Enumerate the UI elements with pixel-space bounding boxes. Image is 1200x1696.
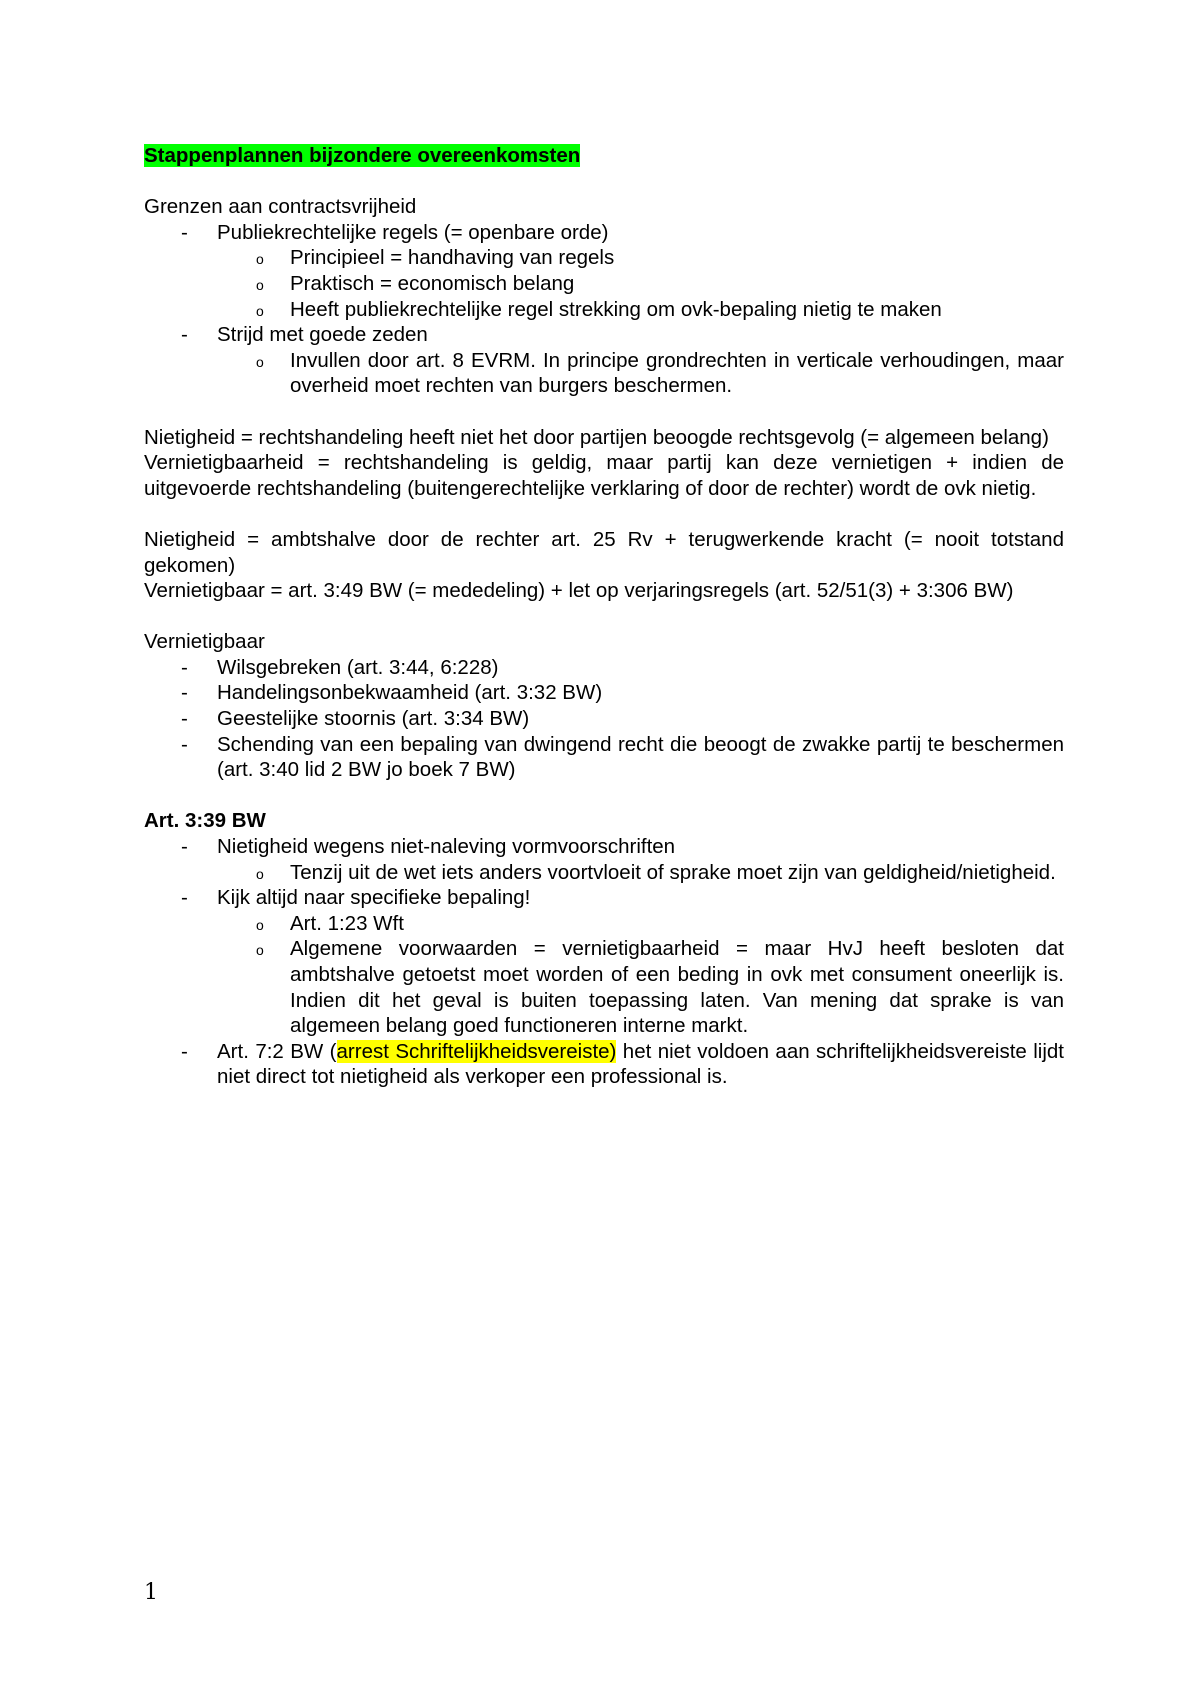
spacer [144, 399, 1064, 425]
dash-bullet: - [181, 655, 188, 679]
document-page [144, 143, 1064, 1090]
list-item [144, 885, 1064, 911]
list-item-text: Publiekrechtelijke regels (= openbare orde) [217, 220, 609, 244]
list-item [144, 1039, 1064, 1090]
paragraph: Nietigheid = ambtshalve door de rechter art. 25 Rv + terugwerkende kracht (= nooit totstand gekomen) [144, 527, 1064, 577]
dash-bullet: - [181, 886, 188, 910]
sub-list-item-text: Tenzij uit de wet iets anders voortvloeit of sprake moet zijn van geldigheid/nietigheid. [290, 860, 1056, 884]
sub-list-item-text: Principieel = handhaving van regels [290, 246, 615, 270]
list-item-text: Kijk altijd naar specifieke bepaling! [217, 886, 531, 910]
dash-bullet: - [181, 707, 188, 731]
list-item-text: Nietigheid wegens niet-naleving vormvoorschriften [217, 835, 676, 859]
list-item [144, 322, 1064, 348]
document-title: Stappenplannen bijzondere overeenkomsten [144, 144, 581, 167]
title-line [144, 143, 1064, 169]
list-item [144, 706, 1064, 732]
list-item-text-suffix: het niet voldoen aan schriftelijkheidsvereiste lijdt niet direct tot nietigheid als verkoper een professional is. [217, 1039, 1065, 1089]
sub-list-item [144, 348, 1064, 399]
sub-list-item [144, 245, 1064, 271]
section-heading: Grenzen aan contractsvrijheid [144, 195, 417, 219]
paragraph: Nietigheid = rechtshandeling heeft niet het door partijen beoogde rechtsgevolg (= algemeen belang) [144, 425, 1049, 449]
circle-bullet: o [256, 942, 264, 959]
sub-list-item [144, 860, 1064, 886]
sub-list-item-text: Art. 1:23 Wft [290, 911, 404, 935]
sub-list-item [144, 297, 1064, 323]
spacer [144, 501, 1064, 527]
dash-bullet: - [181, 732, 188, 756]
list-item-text: Wilsgebreken (art. 3:44, 6:228) [217, 655, 499, 679]
dash-bullet: - [181, 1039, 188, 1063]
spacer [144, 604, 1064, 630]
sub-list-item-text: Invullen door art. 8 EVRM. In principe grondrechten in verticale verhoudingen, maar overheid moet rechten van burgers beschermen. [290, 348, 1064, 398]
sub-list-item-text: Heeft publiekrechtelijke regel strekking om ovk-bepaling nietig te maken [290, 297, 942, 321]
section-heading: Art. 3:39 BW [144, 809, 266, 833]
dash-bullet: - [181, 681, 188, 705]
circle-bullet: o [256, 276, 264, 293]
circle-bullet: o [256, 353, 264, 370]
list-item [144, 732, 1064, 783]
circle-bullet: o [256, 302, 264, 319]
list-item [144, 680, 1064, 706]
circle-bullet: o [256, 916, 264, 933]
spacer [144, 169, 1064, 195]
dash-bullet: - [181, 835, 188, 859]
sub-list-item-text: Praktisch = economisch belang [290, 271, 575, 295]
list-item-text: Geestelijke stoornis (art. 3:34 BW) [217, 707, 530, 731]
paragraph: Vernietigbaarheid = rechtshandeling is geldig, maar partij kan deze vernietigen + indien de uitgevoerde rechtshandeling (buitengerechtelijke verklaring of door de rechter) wordt de ovk nietig. [144, 451, 1064, 500]
circle-bullet: o [256, 251, 264, 268]
list-item-text: Handelingsonbekwaamheid (art. 3:32 BW) [217, 681, 603, 705]
sub-list-item [144, 271, 1064, 297]
list-item [144, 834, 1064, 860]
list-item [144, 220, 1064, 246]
highlighted-text: arrest Schriftelijkheidsvereiste) [336, 1039, 617, 1063]
circle-bullet: o [256, 865, 264, 882]
dash-bullet: - [181, 323, 188, 347]
list-item-text: Strijd met goede zeden [217, 323, 428, 347]
paragraph: Vernietigbaar = art. 3:49 BW (= mededeling) + let op verjaringsregels (art. 52/51(3) + 3:306 BW) [144, 579, 1014, 603]
sub-list-item [144, 911, 1064, 937]
page-number: 1 [144, 1580, 158, 1605]
sub-list-item [144, 936, 1064, 1038]
spacer [144, 783, 1064, 809]
sub-list-item-text: Algemene voorwaarden = vernietigbaarheid = maar HvJ heeft besloten dat ambtshalve getoetst moet worden of een beding in ovk met consument oneerlijk is. Indien dit het geval is buiten toepassing laten. Van mening dat sprake is van algemeen belang goed functioneren interne markt. [290, 937, 1064, 1038]
list-item-text: Schending van een bepaling van dwingend recht die beoogt de zwakke partij te beschermen (art. 3:40 lid 2 BW jo boek 7 BW) [217, 732, 1064, 782]
dash-bullet: - [181, 220, 188, 244]
section-heading: Vernietigbaar [144, 630, 265, 654]
list-item-text-prefix: Art. 7:2 BW ( [217, 1039, 337, 1063]
list-item [144, 655, 1064, 681]
